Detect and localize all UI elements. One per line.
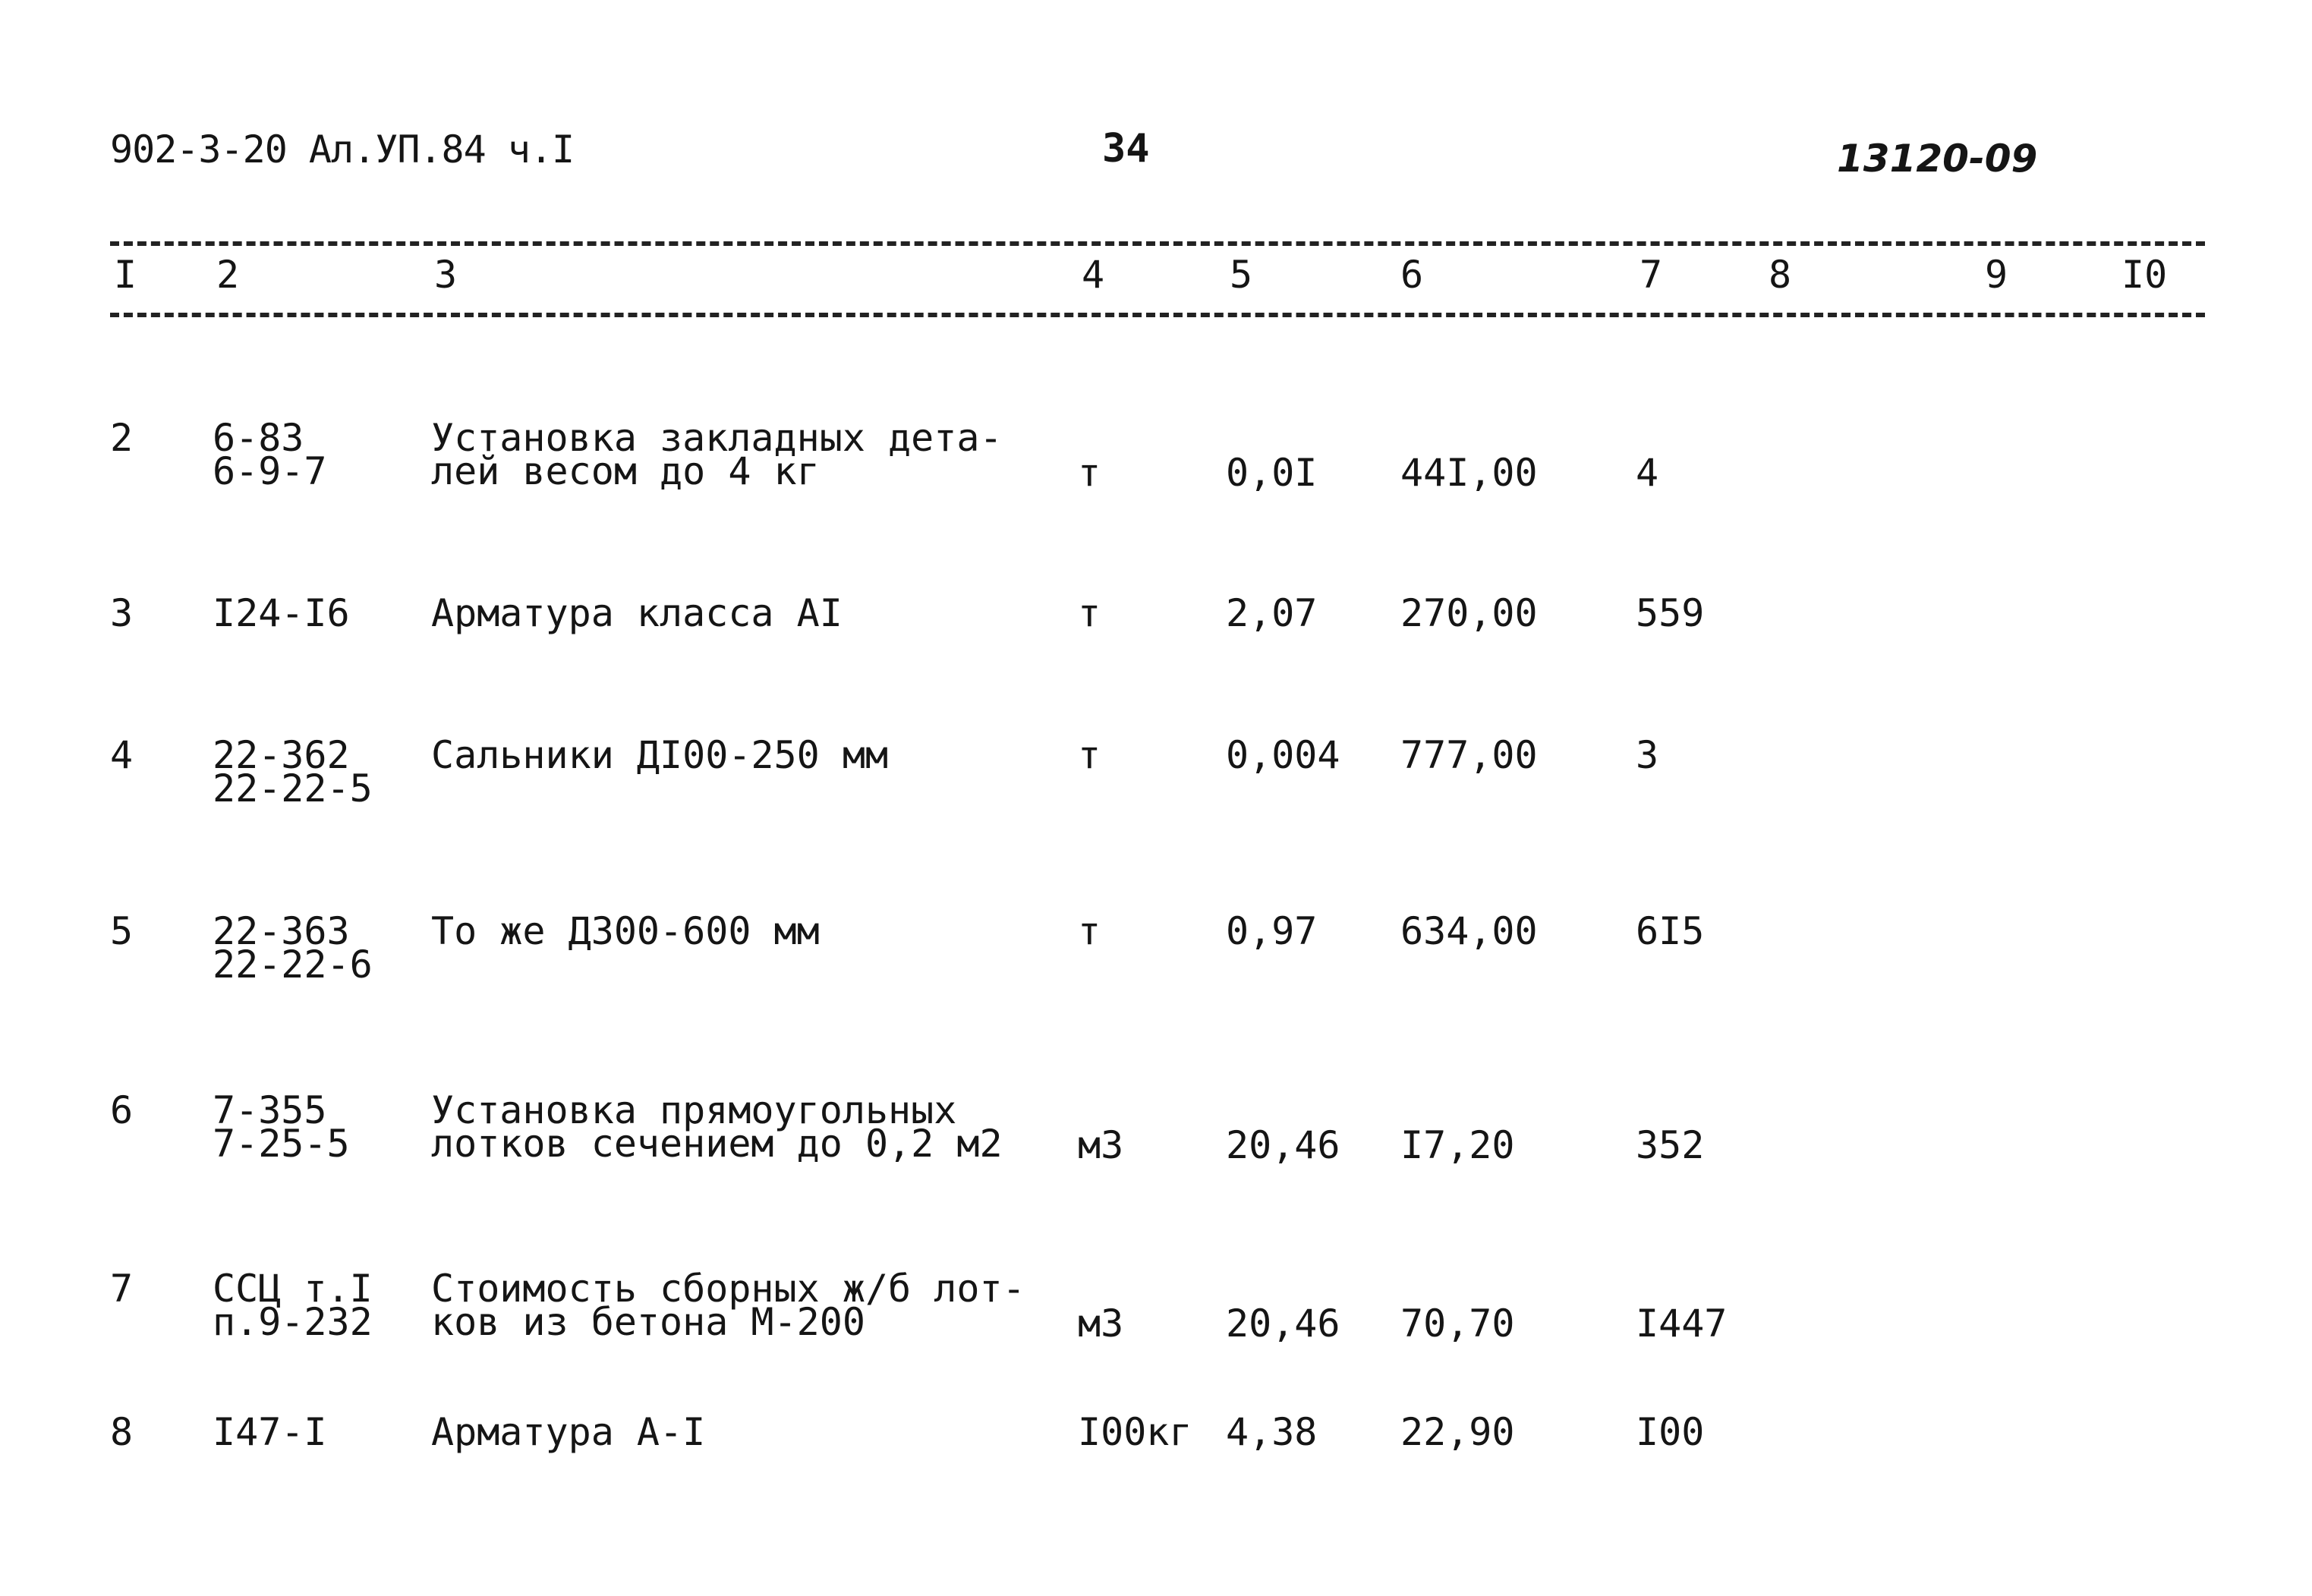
row-number: 4 bbox=[110, 733, 134, 777]
table-row bbox=[0, 416, 2312, 543]
column-header-row bbox=[0, 250, 2312, 304]
rate-code: 7-355 7-25-5 bbox=[213, 1088, 350, 1166]
work-description: Сальники ДI00-250 мм bbox=[431, 733, 889, 777]
work-description: Арматура класса AI bbox=[431, 591, 843, 635]
total-cost: I447 bbox=[1636, 1302, 1728, 1346]
row-number: 8 bbox=[110, 1410, 134, 1454]
unit-price: I7,20 bbox=[1400, 1123, 1515, 1167]
unit-price: 270,00 bbox=[1400, 591, 1538, 635]
table-row bbox=[0, 733, 2312, 860]
rate-code: I47-I bbox=[213, 1410, 327, 1454]
total-cost: 4 bbox=[1636, 451, 1659, 495]
page-header bbox=[0, 0, 2312, 197]
rate-code: I24-I6 bbox=[213, 591, 350, 635]
row-number: 6 bbox=[110, 1088, 134, 1132]
page-number: 34 bbox=[1102, 126, 1150, 172]
quantity: 0,0I bbox=[1226, 451, 1318, 495]
table-row bbox=[0, 1267, 2312, 1393]
column-header: 2 bbox=[216, 253, 240, 297]
unit-price: 634,00 bbox=[1400, 909, 1538, 953]
row-number: 2 bbox=[110, 416, 134, 460]
column-header: I bbox=[114, 253, 137, 297]
rate-code: 22-363 22-22-6 bbox=[213, 909, 373, 987]
work-description: Стоимость сборных ж/б лот- ков из бетона М-200 bbox=[431, 1267, 1025, 1344]
row-number: 5 bbox=[110, 909, 134, 953]
total-cost: 559 bbox=[1636, 591, 1705, 635]
unit: м3 bbox=[1078, 1302, 1124, 1346]
row-number: 3 bbox=[110, 591, 134, 635]
rate-code: 22-362 22-22-5 bbox=[213, 733, 373, 811]
rate-code: 6-83 6-9-7 bbox=[213, 416, 327, 493]
column-header: 6 bbox=[1400, 253, 1424, 297]
total-cost: 6I5 bbox=[1636, 909, 1705, 953]
total-cost: 3 bbox=[1636, 733, 1659, 777]
unit: т bbox=[1078, 451, 1101, 495]
quantity: 4,38 bbox=[1226, 1410, 1318, 1454]
total-cost: I00 bbox=[1636, 1410, 1705, 1454]
quantity: 20,46 bbox=[1226, 1123, 1340, 1167]
unit-price: 70,70 bbox=[1400, 1302, 1515, 1346]
work-description: Установка прямоугольных лотков сечением до 0,2 м2 bbox=[431, 1088, 1003, 1166]
column-header: 5 bbox=[1230, 253, 1253, 297]
unit: I00кг bbox=[1078, 1410, 1192, 1454]
row-number: 7 bbox=[110, 1267, 134, 1311]
quantity: 2,07 bbox=[1226, 591, 1318, 635]
column-header: 8 bbox=[1769, 253, 1792, 297]
column-header: I0 bbox=[2121, 253, 2168, 297]
table-header-rule bbox=[110, 313, 2205, 317]
document-code: 902-3-20 Ал.УП.84 ч.I bbox=[110, 127, 575, 172]
unit-price: 44I,00 bbox=[1400, 451, 1538, 495]
unit: т bbox=[1078, 591, 1101, 635]
quantity: 20,46 bbox=[1226, 1302, 1340, 1346]
column-header: 3 bbox=[434, 253, 458, 297]
quantity: 0,97 bbox=[1226, 909, 1318, 953]
table-row bbox=[0, 591, 2312, 718]
table-row bbox=[0, 1088, 2312, 1215]
quantity: 0,004 bbox=[1226, 733, 1340, 777]
unit-price: 22,90 bbox=[1400, 1410, 1515, 1454]
unit-price: 777,00 bbox=[1400, 733, 1538, 777]
table-top-rule bbox=[110, 241, 2205, 246]
inventory-number: 13120-09 bbox=[1837, 137, 2038, 181]
unit: т bbox=[1078, 733, 1101, 777]
column-header: 7 bbox=[1640, 253, 1663, 297]
work-description: Арматура А-I bbox=[431, 1410, 706, 1454]
rate-code: ССЦ т.I п.9-232 bbox=[213, 1267, 373, 1344]
unit: т bbox=[1078, 909, 1101, 953]
column-header: 4 bbox=[1082, 253, 1105, 297]
work-description: То же Д300-600 мм bbox=[431, 909, 820, 953]
work-description: Установка закладных дета- лей весом до 4 кг bbox=[431, 416, 1003, 493]
table-row bbox=[0, 909, 2312, 1036]
column-header: 9 bbox=[1985, 253, 2008, 297]
total-cost: 352 bbox=[1636, 1123, 1705, 1167]
table-row bbox=[0, 1410, 2312, 1537]
unit: м3 bbox=[1078, 1123, 1124, 1167]
